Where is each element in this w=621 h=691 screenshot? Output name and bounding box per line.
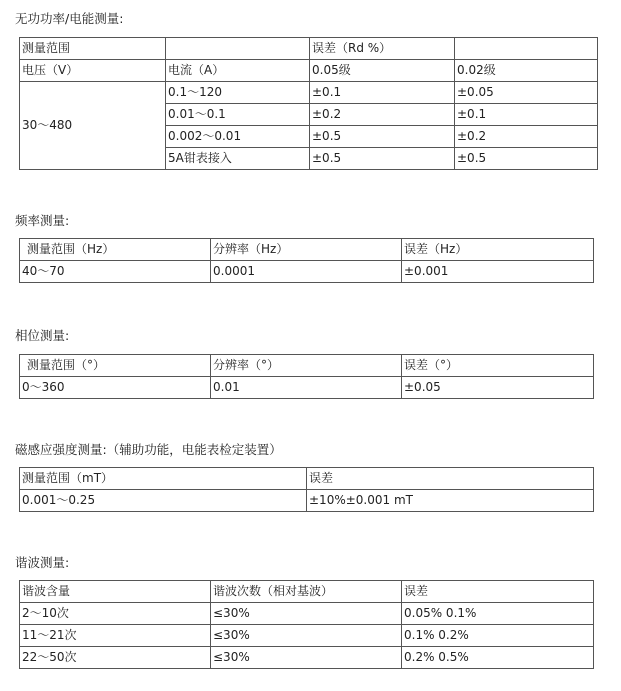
table-header-cell: 误差（Hz） <box>402 239 594 261</box>
harmonic-table <box>19 580 594 669</box>
table-cell <box>455 38 598 60</box>
table-row <box>20 38 598 60</box>
phase-table <box>19 354 594 399</box>
table-row <box>20 355 594 377</box>
table-cell: 0～360 <box>20 377 211 399</box>
table-row <box>20 625 594 647</box>
table-cell: ±0.1 <box>455 104 598 126</box>
table-cell: 40～70 <box>20 261 211 283</box>
harmonic-section-heading: 谐波测量: <box>15 555 70 570</box>
table-header-cell: 误差 <box>307 468 594 490</box>
table-row <box>20 82 598 104</box>
table-cell: ±0.5 <box>310 126 455 148</box>
table-cell: 11～21次 <box>20 625 211 647</box>
table-header-cell: 测量范围（°） <box>20 355 211 377</box>
table-row <box>20 377 594 399</box>
table-cell: 0.01～0.1 <box>166 104 310 126</box>
table-cell: ≤30% <box>211 625 402 647</box>
table-cell: ≤30% <box>211 603 402 625</box>
frequency-section-heading: 频率测量: <box>15 213 70 228</box>
table-cell: ±0.2 <box>455 126 598 148</box>
table-row <box>20 581 594 603</box>
table-cell: ±0.05 <box>402 377 594 399</box>
table-cell: 2～10次 <box>20 603 211 625</box>
table-cell: ±0.5 <box>310 148 455 170</box>
table-row <box>20 239 594 261</box>
table-header-cell: 误差 <box>402 581 594 603</box>
table-row <box>20 60 598 82</box>
table-header-cell: 分辨率（Hz） <box>211 239 402 261</box>
table-cell: ±0.05 <box>455 82 598 104</box>
table-cell: ±0.5 <box>455 148 598 170</box>
table-header-cell: 谐波含量 <box>20 581 211 603</box>
table-row <box>20 647 594 669</box>
table-cell: 0.1% 0.2% <box>402 625 594 647</box>
table-cell: 0.2% 0.5% <box>402 647 594 669</box>
table-cell: 0.0001 <box>211 261 402 283</box>
table-header-cell: 误差（°） <box>402 355 594 377</box>
power-table <box>19 37 598 170</box>
table-cell: ±0.001 <box>402 261 594 283</box>
table-row <box>20 603 594 625</box>
table-cell <box>166 38 310 60</box>
table-cell: 0.05级 <box>310 60 455 82</box>
table-cell: 0.1～120 <box>166 82 310 104</box>
magnetic-table <box>19 467 594 512</box>
table-cell: 0.01 <box>211 377 402 399</box>
table-cell: 0.002～0.01 <box>166 126 310 148</box>
table-cell: 5A钳表接入 <box>166 148 310 170</box>
table-header-cell: 测量范围（Hz） <box>20 239 211 261</box>
table-cell: ±10%±0.001 mT <box>307 490 594 512</box>
table-row <box>20 261 594 283</box>
table-row <box>20 490 594 512</box>
table-cell: 电压（V） <box>20 60 166 82</box>
phase-section-heading: 相位测量: <box>15 328 70 343</box>
table-cell: 测量范围 <box>20 38 166 60</box>
table-cell: ≤30% <box>211 647 402 669</box>
table-header-cell: 分辨率（°） <box>211 355 402 377</box>
power-section-heading: 无功功率/电能测量: <box>15 11 124 26</box>
voltage-range-cell: 30～480 <box>20 82 166 170</box>
table-cell: 电流（A） <box>166 60 310 82</box>
table-cell: 22～50次 <box>20 647 211 669</box>
table-cell: ±0.1 <box>310 82 455 104</box>
frequency-table <box>19 238 594 283</box>
table-header-cell: 谐波次数（相对基波） <box>211 581 402 603</box>
table-header-cell: 测量范围（mT） <box>20 468 307 490</box>
table-cell: 0.001～0.25 <box>20 490 307 512</box>
table-cell: 0.02级 <box>455 60 598 82</box>
table-cell: 误差（Rd %） <box>310 38 455 60</box>
table-cell: ±0.2 <box>310 104 455 126</box>
table-cell: 0.05% 0.1% <box>402 603 594 625</box>
table-row <box>20 468 594 490</box>
magnetic-section-heading: 磁感应强度测量:（辅助功能，电能表检定装置） <box>15 442 282 457</box>
